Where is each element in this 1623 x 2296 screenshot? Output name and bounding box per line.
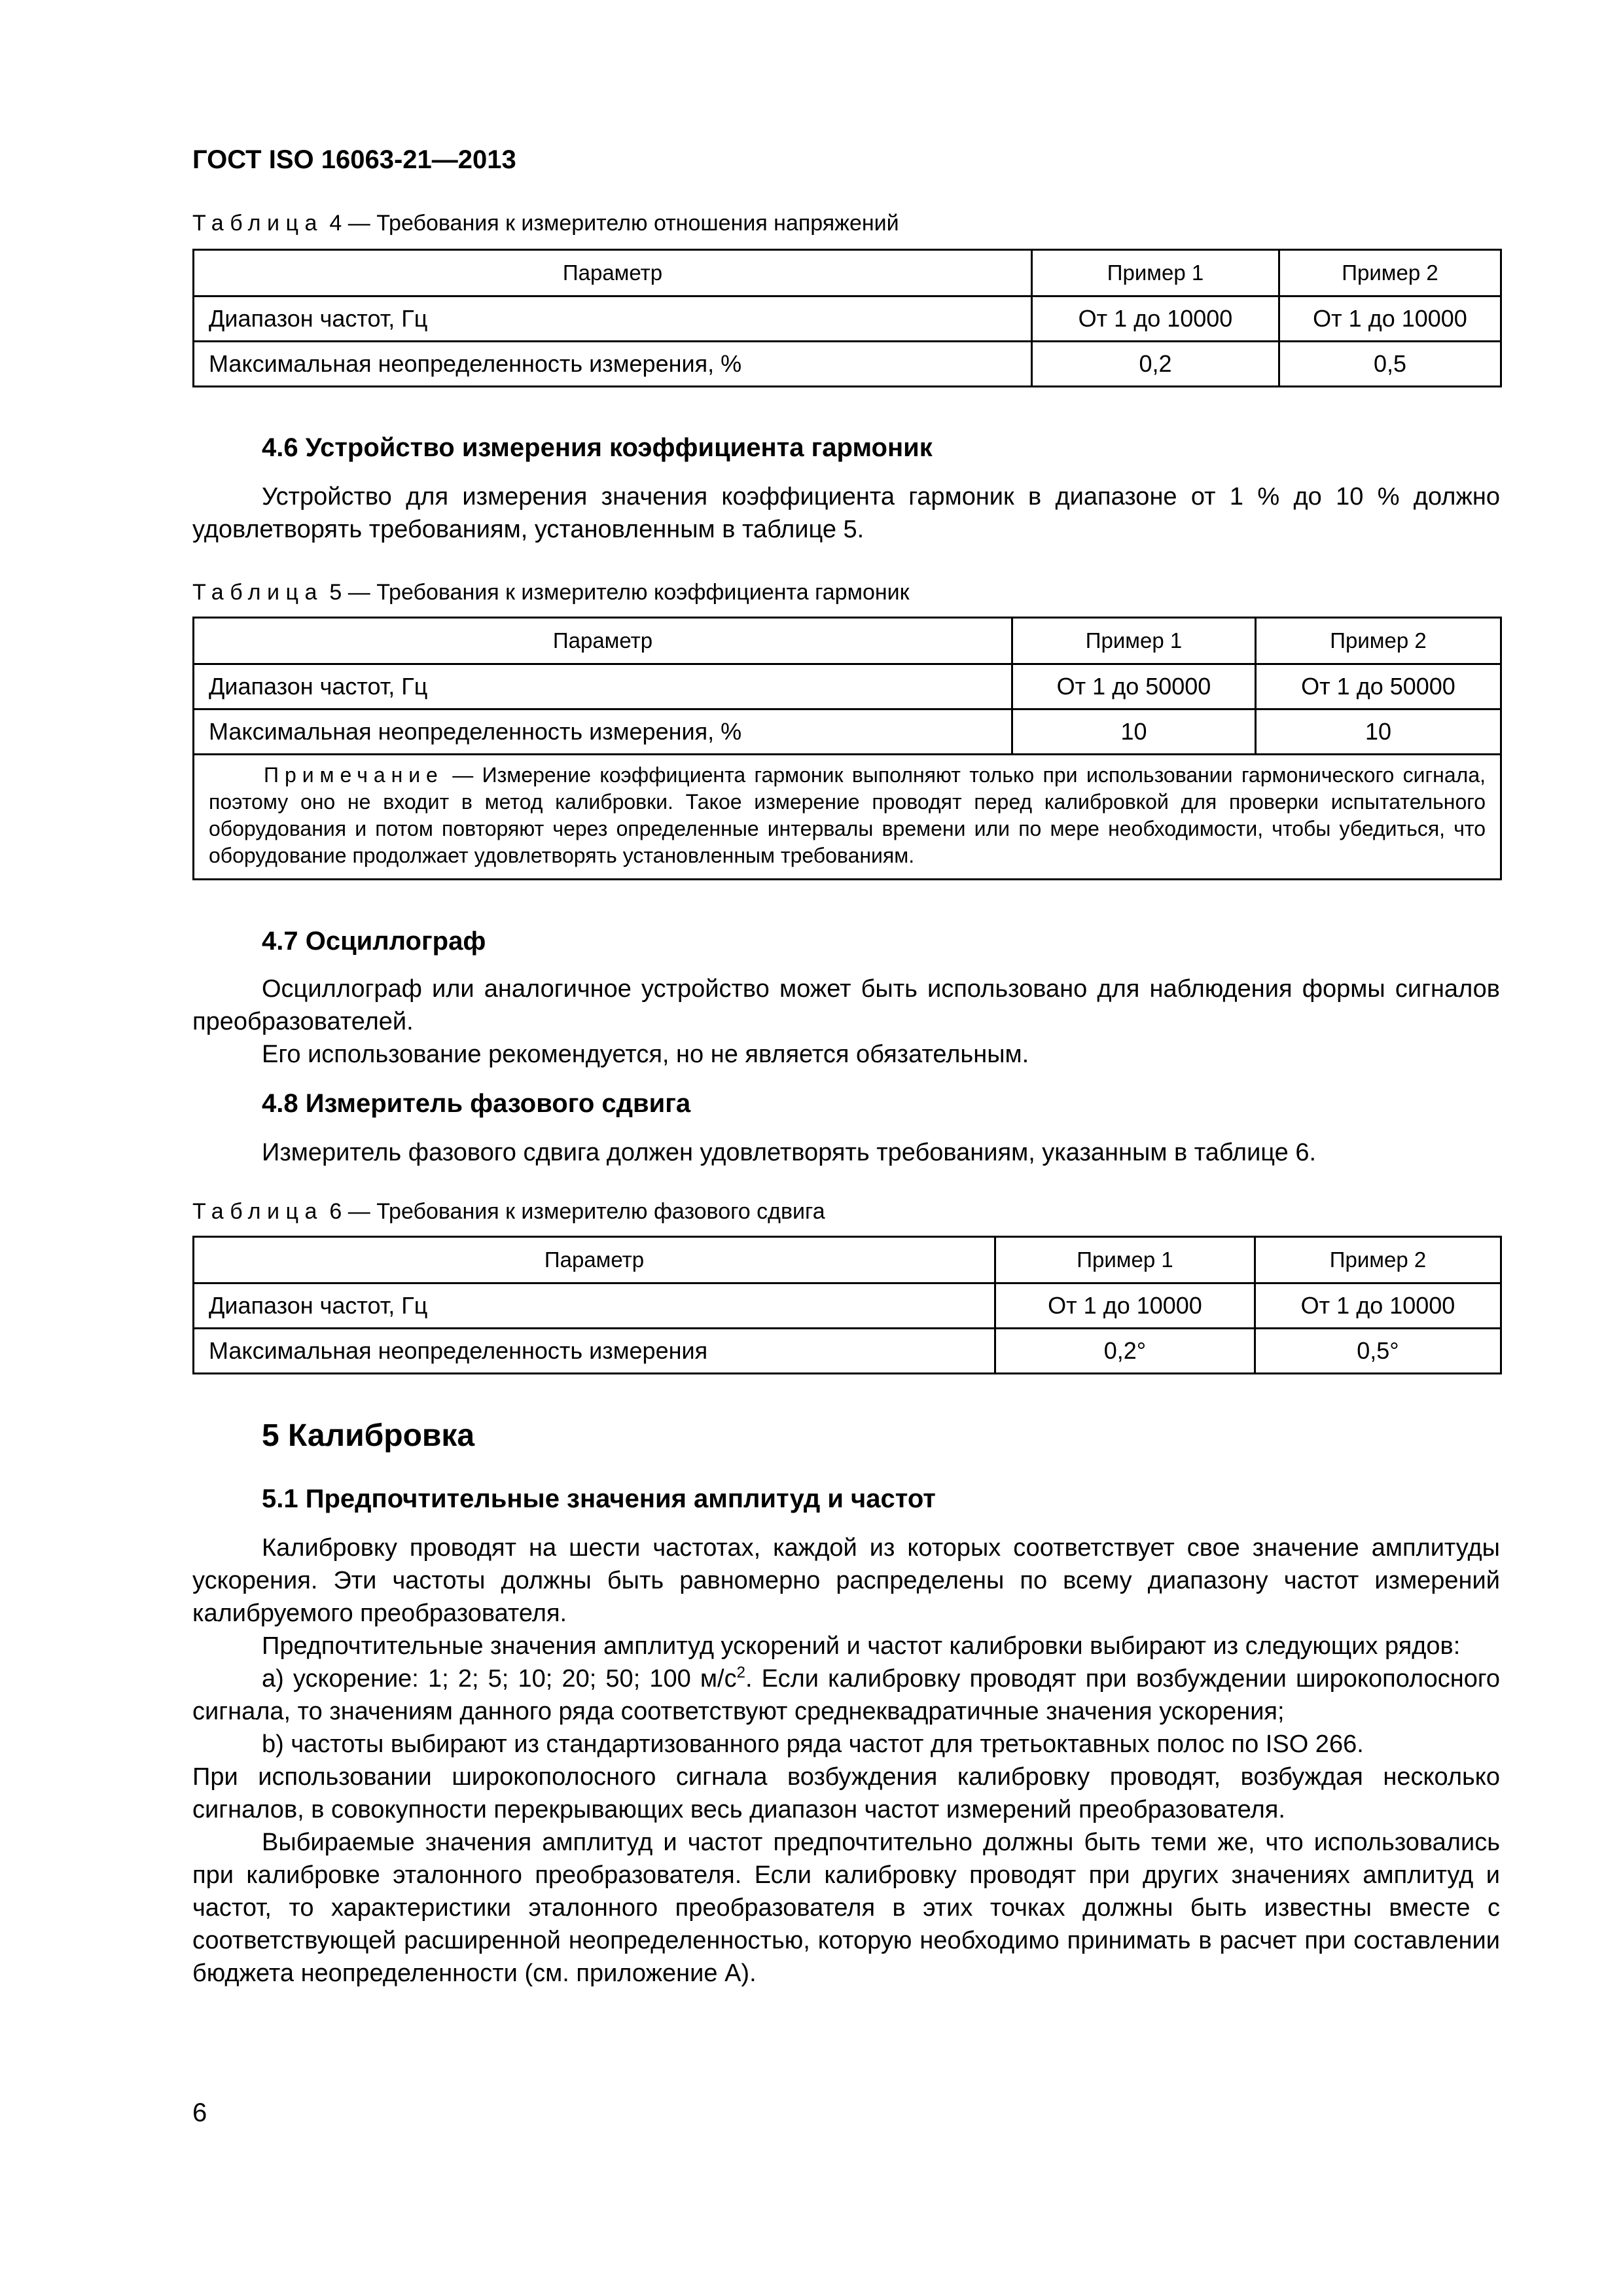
table5-caption-text: 5 — Требования к измерителю коэффициента гармоник [323,580,910,605]
table-row [194,664,1501,709]
column-header: Пример 2 [1255,1237,1501,1283]
table-cell: От 1 до 10000 [1279,296,1501,342]
paragraph: Осциллограф или аналогичное устройство может быть использовано для наблюдения формы сигналов преобразователей. [192,975,1500,1035]
table-cell: От 1 до 10000 [995,1283,1255,1329]
table-row [194,1329,1501,1374]
table6-caption-text: 6 — Требования к измерителю фазового сдвига [323,1199,825,1224]
list-item-a-end: . Если калибровку проводят при возбуждении широкополосного сигнала, то значениям данного ряда соответствуют среднеквадратичные значения ускорения; [192,1665,1500,1725]
table-cell: От 1 до 10000 [1255,1283,1501,1329]
table4-caption-text: 4 — Требования к измерителю отношения напряжений [323,211,899,236]
table-cell: 0,2° [995,1329,1255,1374]
table-header-row [194,1237,1501,1283]
table-cell: От 1 до 50000 [1012,664,1256,709]
table-cell: 10 [1012,709,1256,755]
paragraph: Калибровку проводят на шести частотах, каждой из которых соответствует свое значение амплитуды ускорения. Эти частоты должны быть равномерно распределены по всему диапазону частот измерений калибруемого преобразователя. [192,1534,1500,1627]
table-note-row [194,755,1501,880]
document-header: ГОСТ ISO 16063-21—2013 [192,145,516,174]
column-header: Параметр [194,1237,995,1283]
page-number: 6 [192,2098,207,2127]
column-header: Пример 1 [1012,618,1256,664]
table-cell: 0,2 [1032,342,1279,387]
column-header: Пример 1 [1032,250,1279,296]
table-cell: Максимальная неопределенность измерения, % [194,709,1012,755]
section-heading-4-7: 4.7 Осциллограф [262,927,486,956]
paragraph: Выбираемые значения амплитуд и частот предпочтительно должны быть теми же, что использовались при калибровке эталонного преобразователя. Если калибровку проводят при других значениях амплитуд и частот, то характеристики эталонного преобразователя в этих точках должны быть известны вместе с соответствующей расширенной неопределенностью, которую необходимо принимать в расчет при составлении бюджета неопределенности (см. приложение А). [192,1829,1500,1987]
column-header: Пример 2 [1256,618,1501,664]
table6-caption-word: Таблица [192,1199,323,1224]
paragraph: Его использование рекомендуется, но не является обязательным. [262,1041,1029,1068]
table4-caption-word: Таблица [192,211,323,236]
paragraph: Устройство для измерения значения коэффициента гармоник в диапазоне от 1 % до 10 % должно удовлетворять требованиям, установленным в таблице 5. [192,483,1500,543]
superscript: 2 [736,1664,745,1681]
section-4-6-body [192,480,1500,546]
table-cell: Диапазон частот, Гц [194,1283,995,1329]
table-row [194,296,1501,342]
table4 [192,249,1502,387]
section-heading-4-8: 4.8 Измеритель фазового сдвига [262,1089,691,1118]
table4-caption [192,211,899,236]
table6-caption [192,1199,825,1225]
note-label: Примечание [264,763,444,787]
table-row [194,1283,1501,1329]
paragraph: b) частоты выбирают из стандартизованного ряда частот для третьоктавных полос по ISO 266. [262,1731,1364,1758]
section-4-7-body [192,973,1500,1071]
column-header: Пример 2 [1279,250,1501,296]
note-text: — Измерение коэффициента гармоник выполняют только при использовании гармонического сигнала, поэтому оно не входит в метод калибровки. Такое измерение проводят перед калибровкой для проверки испытательного оборудования и потом повторяют через определенные интервалы времени или по мере необходимости, чтобы убедиться, что оборудование продолжает удовлетворять установленным требованиям. [209,763,1486,867]
section-heading-5-1: 5.1 Предпочтительные значения амплитуд и частот [262,1484,936,1513]
table-cell: Диапазон частот, Гц [194,664,1012,709]
column-header: Параметр [194,250,1032,296]
paragraph: Измеритель фазового сдвига должен удовлетворять требованиям, указанным в таблице 6. [262,1139,1317,1166]
table-row [194,342,1501,387]
table5 [192,617,1502,880]
table-cell: 10 [1256,709,1501,755]
section-heading-4-6: 4.6 Устройство измерения коэффициента гармоник [262,433,933,462]
table-cell: Диапазон частот, Гц [194,296,1032,342]
table-cell: 0,5° [1255,1329,1501,1374]
table5-caption [192,580,910,605]
table-cell: Максимальная неопределенность измерения [194,1329,995,1374]
table-header-row [194,618,1501,664]
table-cell: Максимальная неопределенность измерения, % [194,342,1032,387]
table-note [194,755,1501,880]
table-cell: От 1 до 50000 [1256,664,1501,709]
table5-caption-word: Таблица [192,580,323,605]
table-cell: 0,5 [1279,342,1501,387]
table6 [192,1236,1502,1374]
section-5-1-body [192,1532,1500,1990]
table-header-row [194,250,1501,296]
paragraph [192,1662,1500,1728]
table-cell: От 1 до 10000 [1032,296,1279,342]
list-item-a-start: a) ускорение: 1; 2; 5; 10; 20; 50; 100 м/с [262,1665,737,1693]
section-heading-5: 5 Калибровка [262,1418,475,1453]
paragraph: При использовании широкополосного сигнала возбуждения калибровку проводят, возбуждая несколько сигналов, в совокупности перекрывающих весь диапазон частот измерений преобразователя. [192,1763,1500,1823]
column-header: Пример 1 [995,1237,1255,1283]
column-header: Параметр [194,618,1012,664]
section-4-8-body [192,1136,1500,1169]
table-row [194,709,1501,755]
paragraph: Предпочтительные значения амплитуд ускорений и частот калибровки выбирают из следующих рядов: [262,1632,1461,1660]
